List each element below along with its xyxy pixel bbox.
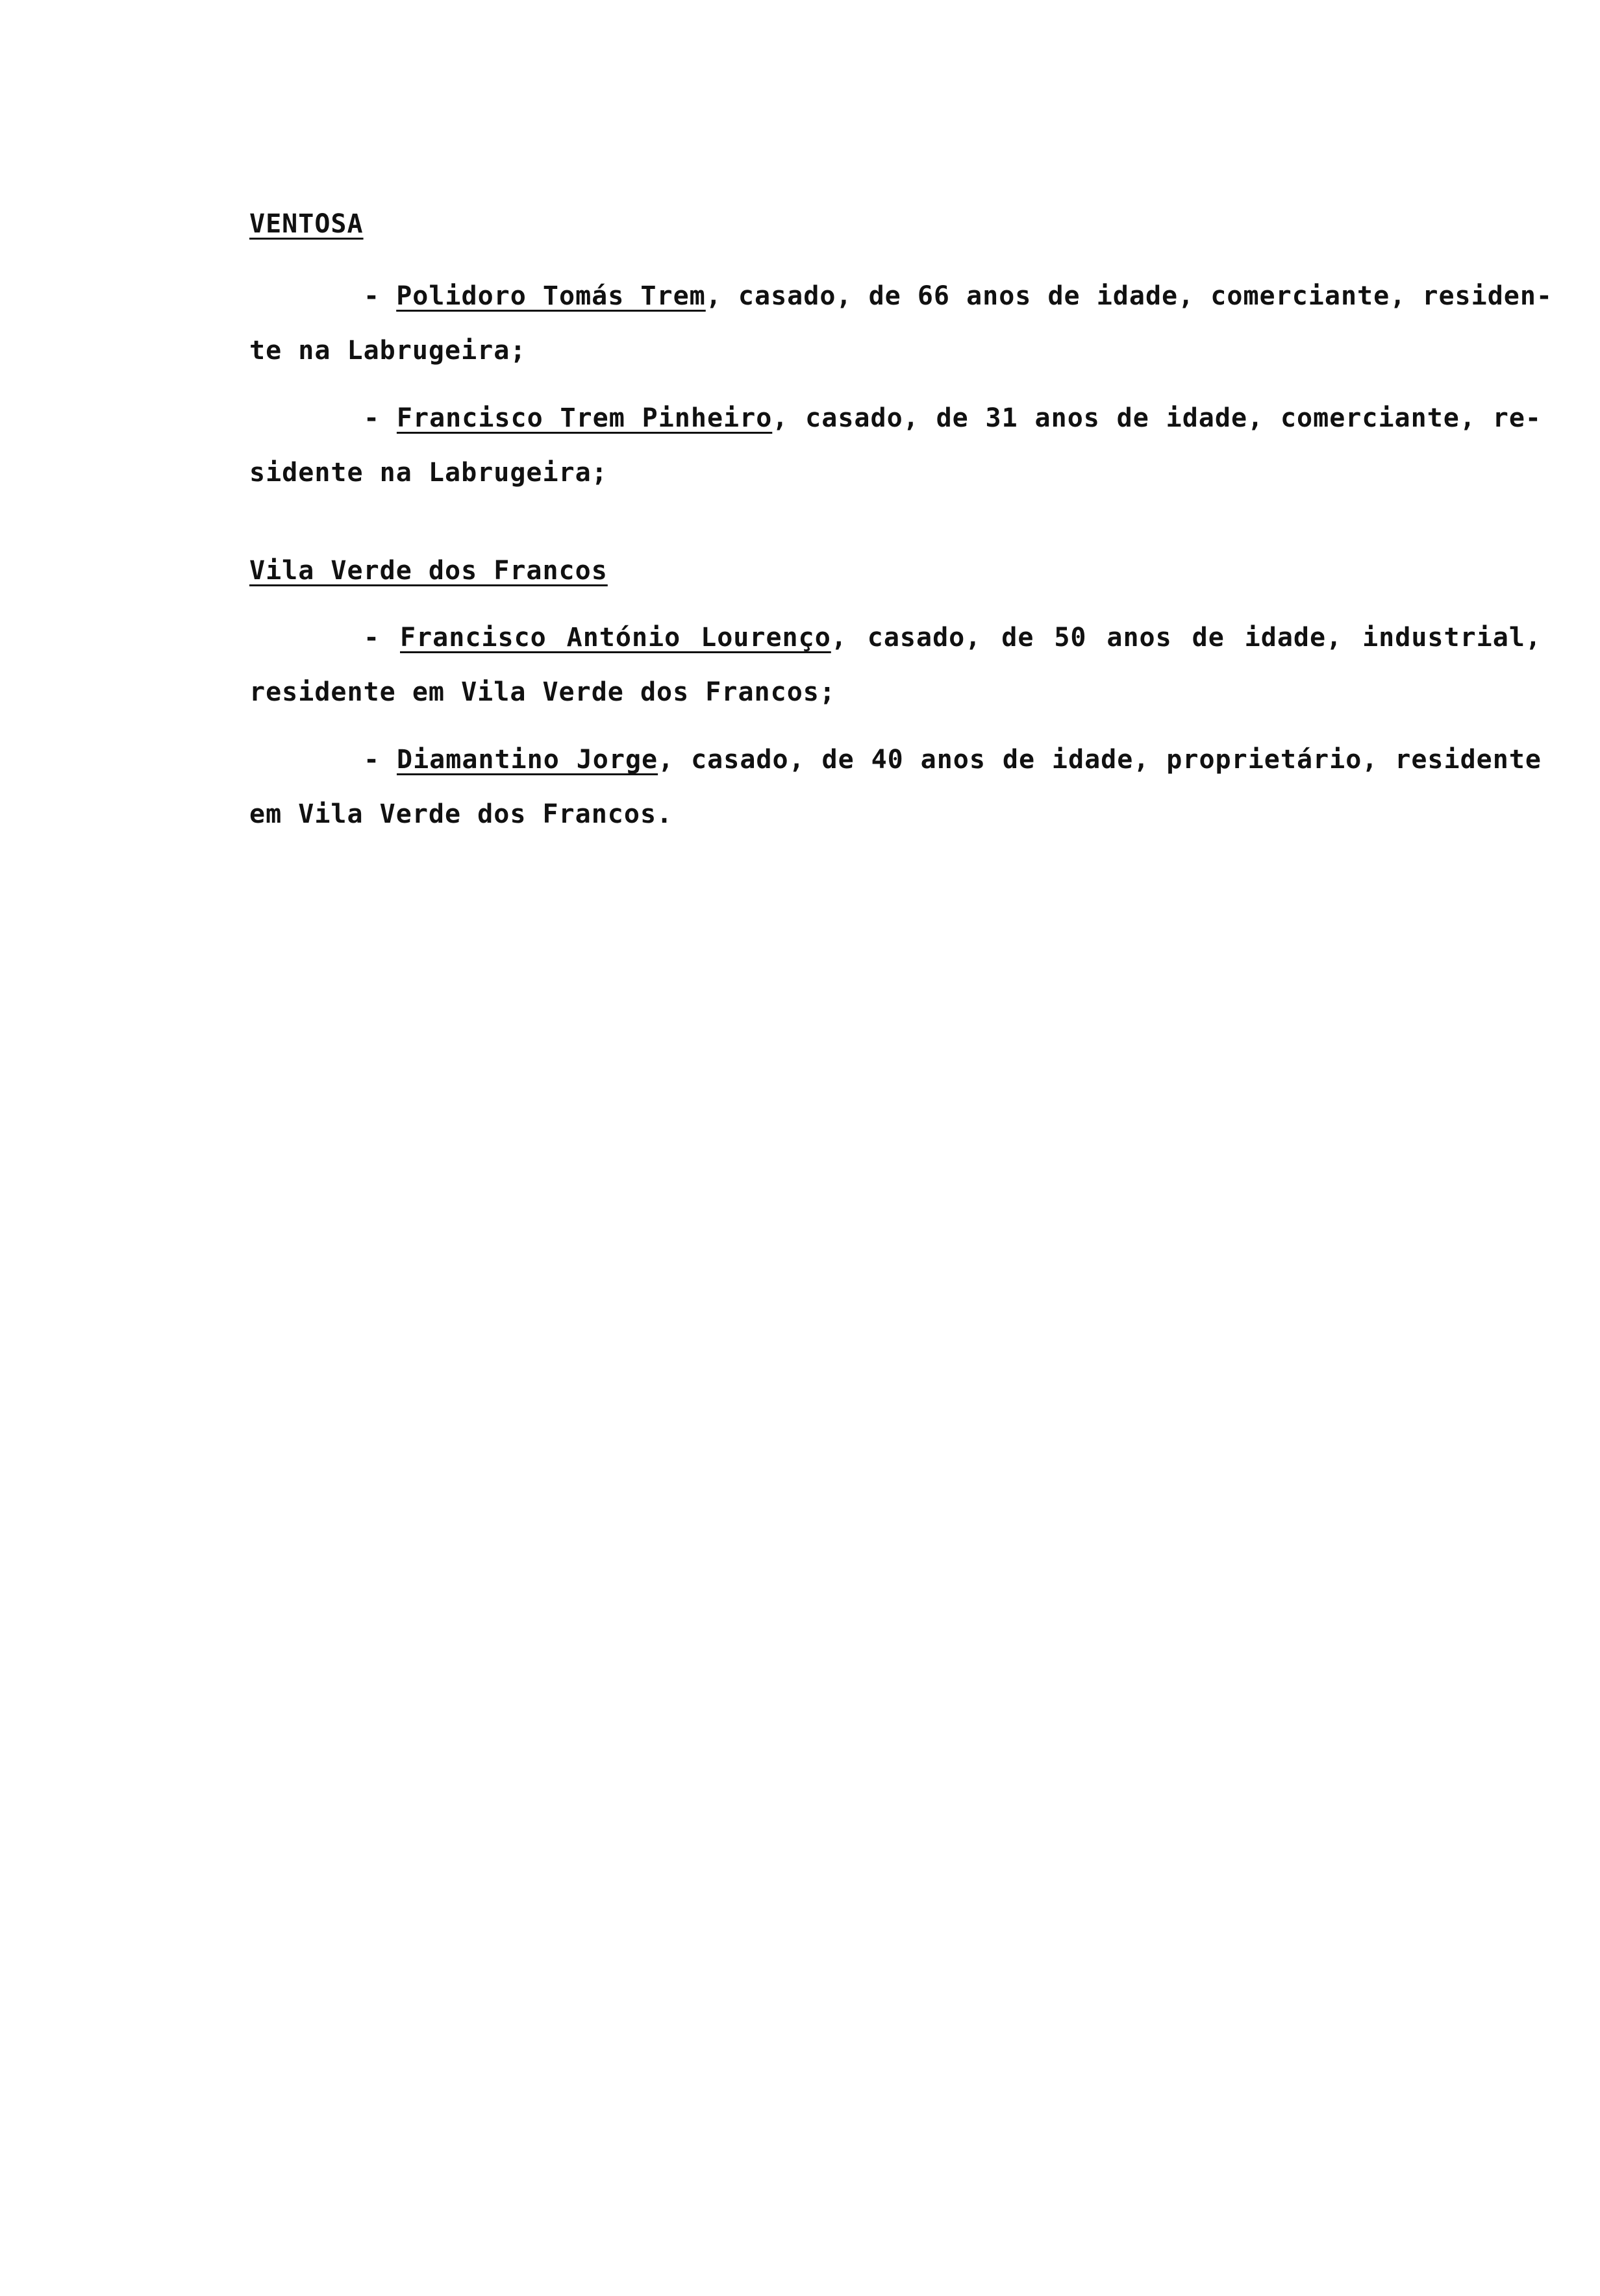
entry-dash: - bbox=[364, 623, 381, 653]
person-name: Polidoro Tomás Trem bbox=[396, 281, 706, 311]
person-name: Diamantino Jorge bbox=[396, 745, 658, 775]
entry-continuation: sidente na Labrugeira; bbox=[249, 458, 608, 488]
entry-dash: - bbox=[364, 745, 381, 775]
entry-details: , casado, de 66 anos de idade, comerciante, residen- bbox=[705, 281, 1553, 311]
entry-francisco-antonio-lourenco bbox=[249, 610, 1542, 719]
entry-details: , casado, de 31 anos de idade, comerciante, re- bbox=[772, 403, 1542, 433]
entry-details: , casado, de 50 anos de idade, industrial, bbox=[831, 623, 1542, 653]
entry-diamantino-jorge bbox=[249, 732, 1542, 842]
entry-first-line bbox=[249, 610, 1542, 665]
section-heading-vila-verde-dos-francos: Vila Verde dos Francos bbox=[249, 556, 608, 586]
entry-first-line bbox=[249, 391, 1542, 445]
entry-polidoro-tomas-trem bbox=[249, 269, 1553, 378]
entry-continuation: residente em Vila Verde dos Francos; bbox=[249, 677, 836, 707]
entry-continuation: em Vila Verde dos Francos. bbox=[249, 799, 673, 829]
entry-dash: - bbox=[364, 281, 381, 311]
entry-first-line bbox=[249, 732, 1542, 787]
person-name: Francisco Trem Pinheiro bbox=[396, 403, 773, 433]
entry-dash: - bbox=[364, 403, 381, 433]
entry-first-line bbox=[249, 269, 1553, 323]
entry-francisco-trem-pinheiro bbox=[249, 391, 1542, 500]
person-name: Francisco António Lourenço bbox=[400, 623, 831, 653]
entry-continuation: te na Labrugeira; bbox=[249, 336, 527, 366]
section-heading-ventosa: VENTOSA bbox=[249, 209, 364, 239]
entry-details: , casado, de 40 anos de idade, proprietário, residente bbox=[658, 745, 1542, 775]
